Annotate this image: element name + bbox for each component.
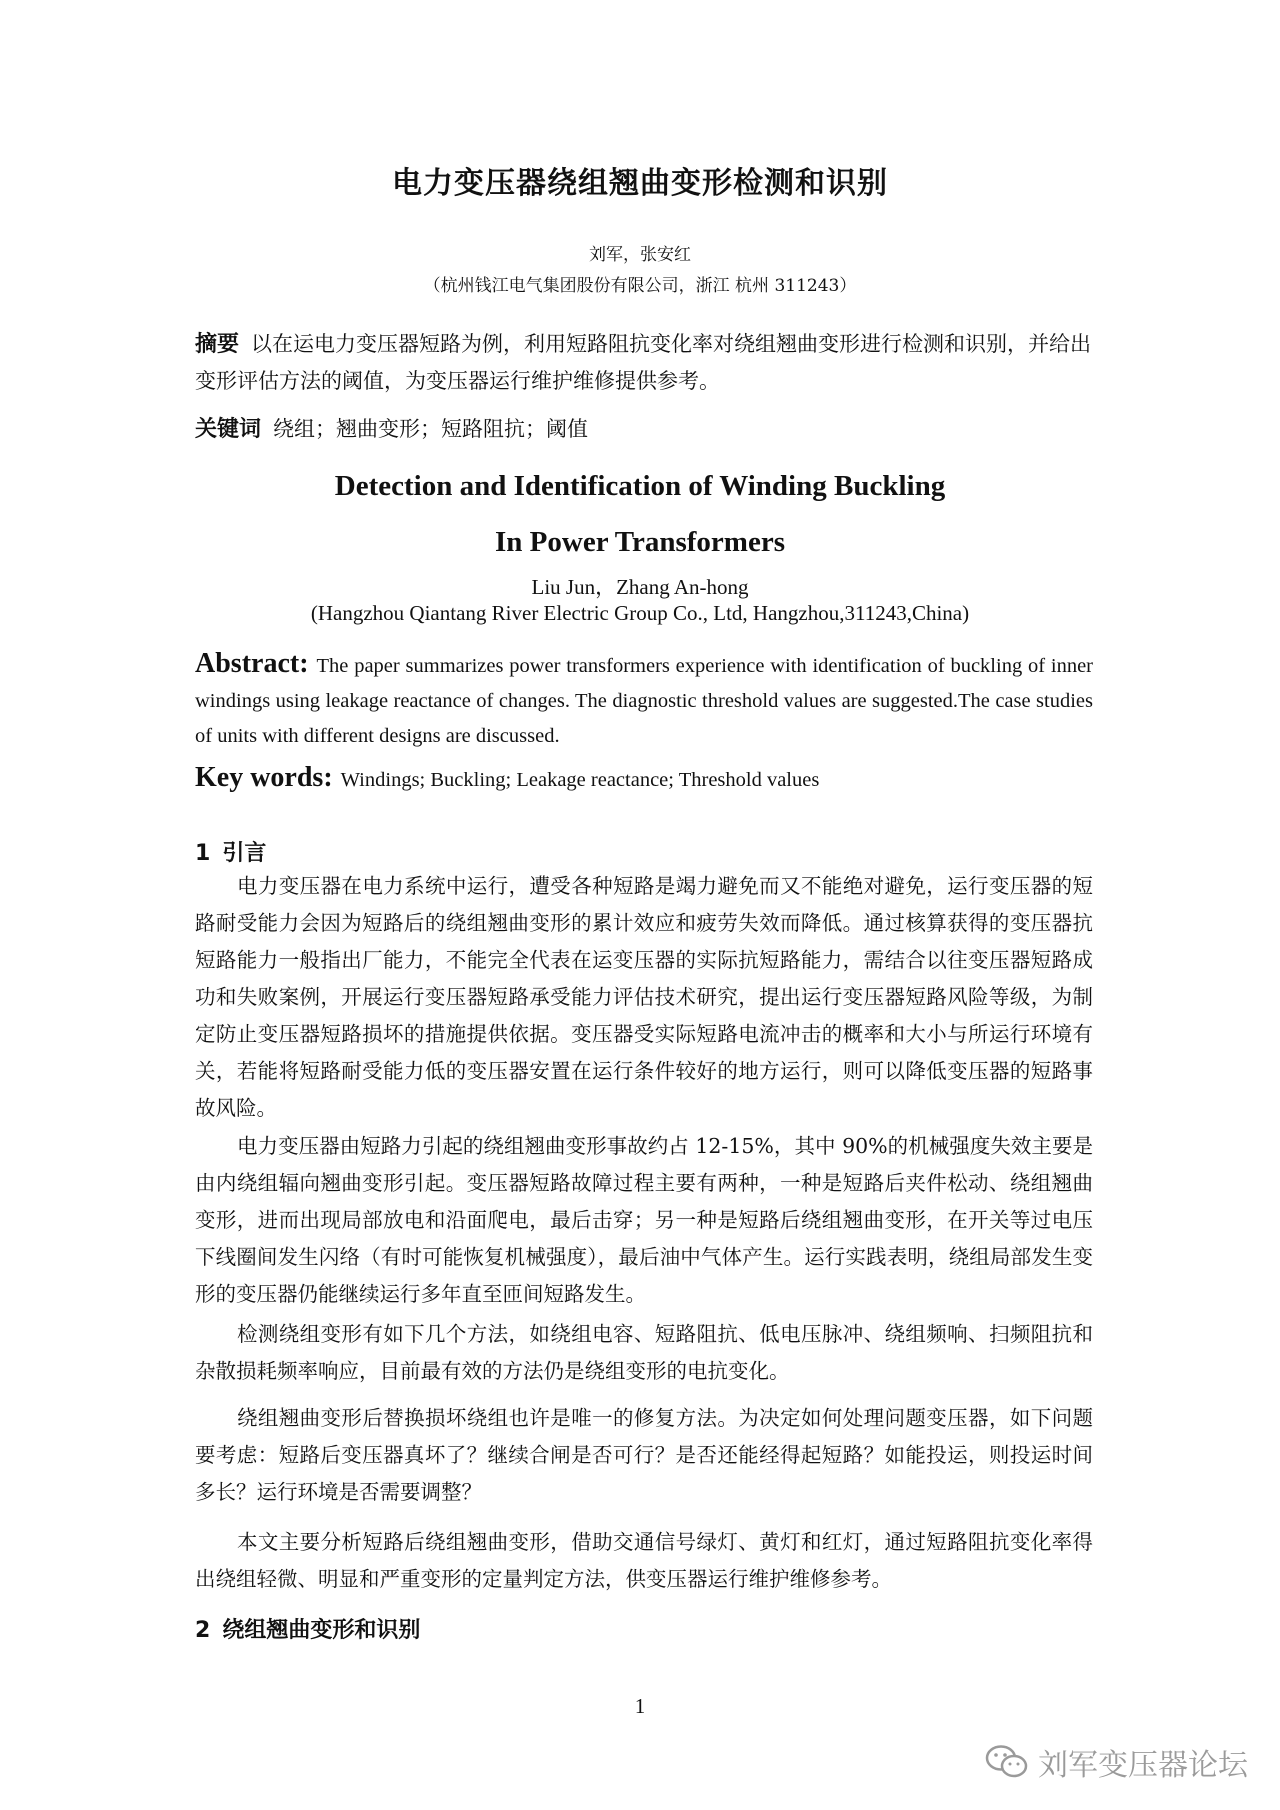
abstract-english [195,646,1093,754]
affiliation-english: (Hangzhou Qiantang River Electric Group Co., Ltd, Hangzhou,311243,China) [310,601,970,625]
keywords-chinese-text: 绕组；翘曲变形；短路阻抗；阈值 [273,417,589,441]
abstract-chinese [195,326,1093,400]
keywords-english-label: Key words: [195,762,333,793]
section-1-paragraph-2: 电力变压器由短路力引起的绕组翘曲变形事故约占 12-15%，其中 90%的机械强度失效主要是由内绕组辐向翘曲变形引起。变压器短路故障过程主要有两种，一种是短路后夹件松动、绕组翘曲变形，进而出现局部放电和沿面爬电，最后击穿；另一种是短路后绕组翘曲变形，在开关等过电压下线圈间发生闪络（有时可能恢复机械强度），最后油中气体产生。运行实践表明，绕组局部发生变形的变压器仍能继续运行多年直至匝间短路发生。 [195,1134,1093,1306]
watermark [984,1740,1248,1784]
chat-bubble-icon [984,1742,1030,1782]
page-number: 1 [634,1694,646,1718]
authors-chinese: 刘军，张安红 [589,245,691,265]
section-1-paragraph-4: 绕组翘曲变形后替换损坏绕组也许是唯一的修复方法。为决定如何处理问题变压器，如下问题要考虑：短路后变压器真坏了？继续合闸是否可行？是否还能经得起短路？如能投运，则投运时间多长？运行环境是否需要调整？ [195,1406,1093,1504]
keywords-chinese [195,414,1093,445]
section-2-number: 2 [195,1618,211,1643]
watermark-text: 刘军变压器论坛 [1038,1748,1248,1783]
section-2-heading [195,1613,420,1644]
abstract-english-label: Abstract: [195,648,309,679]
title-english-line-1: Detection and Identification of Winding Buckling [334,470,946,502]
section-1-heading [195,836,266,867]
keywords-chinese-label: 关键词 [195,417,262,442]
keywords-english [195,762,1093,794]
title-english-line-2: In Power Transformers [495,526,785,558]
abstract-chinese-label: 摘要 [195,332,240,357]
abstract-english-text: The paper summarizes power transformers experience with identification of buckling of inner windings using leakage reactance of changes. The diagnostic threshold values are suggested.The case studies of units with different designs are discussed. [195,655,1093,747]
section-1-paragraph-3: 检测绕组变形有如下几个方法，如绕组电容、短路阻抗、低电压脉冲、绕组频响、扫频阻抗和杂散损耗频率响应，目前最有效的方法仍是绕组变形的电抗变化。 [195,1322,1093,1383]
title-chinese: 电力变压器绕组翘曲变形检测和识别 [392,166,888,201]
abstract-chinese-text: 以在运电力变压器短路为例，利用短路阻抗变化率对绕组翘曲变形进行检测和识别，并给出变形评估方法的阈值，为变压器运行维护维修提供参考。 [195,332,1092,393]
section-1-paragraph-5: 本文主要分析短路后绕组翘曲变形，借助交通信号绿灯、黄灯和红灯，通过短路阻抗变化率得出绕组轻微、明显和严重变形的定量判定方法，供变压器运行维护维修参考。 [195,1530,1093,1591]
section-2-title: 绕组翘曲变形和识别 [222,1618,421,1643]
affiliation-chinese: （杭州钱江电气集团股份有限公司，浙江 杭州 311243） [423,276,857,296]
section-1-paragraph-1: 电力变压器在电力系统中运行，遭受各种短路是竭力避免而又不能绝对避免，运行变压器的短路耐受能力会因为短路后的绕组翘曲变形的累计效应和疲劳失效而降低。通过核算获得的变压器抗短路能力一般指出厂能力，不能完全代表在运变压器的实际抗短路能力，需结合以往变压器短路成功和失败案例，开展运行变压器短路承受能力评估技术研究，提出运行变压器短路风险等级，为制定防止变压器短路损坏的措施提供依据。变压器受实际短路电流冲击的概率和大小与所运行环境有关，若能将短路耐受能力低的变压器安置在运行条件较好的地方运行，则可以降低变压器的短路事故风险。 [195,874,1093,1120]
authors-english: Liu Jun，Zhang An-hong [531,575,749,599]
section-1-title: 引言 [222,841,267,866]
section-1-number: 1 [195,841,211,866]
keywords-english-text: Windings; Buckling; Leakage reactance; Threshold values [340,769,820,791]
title-english [0,458,1280,570]
